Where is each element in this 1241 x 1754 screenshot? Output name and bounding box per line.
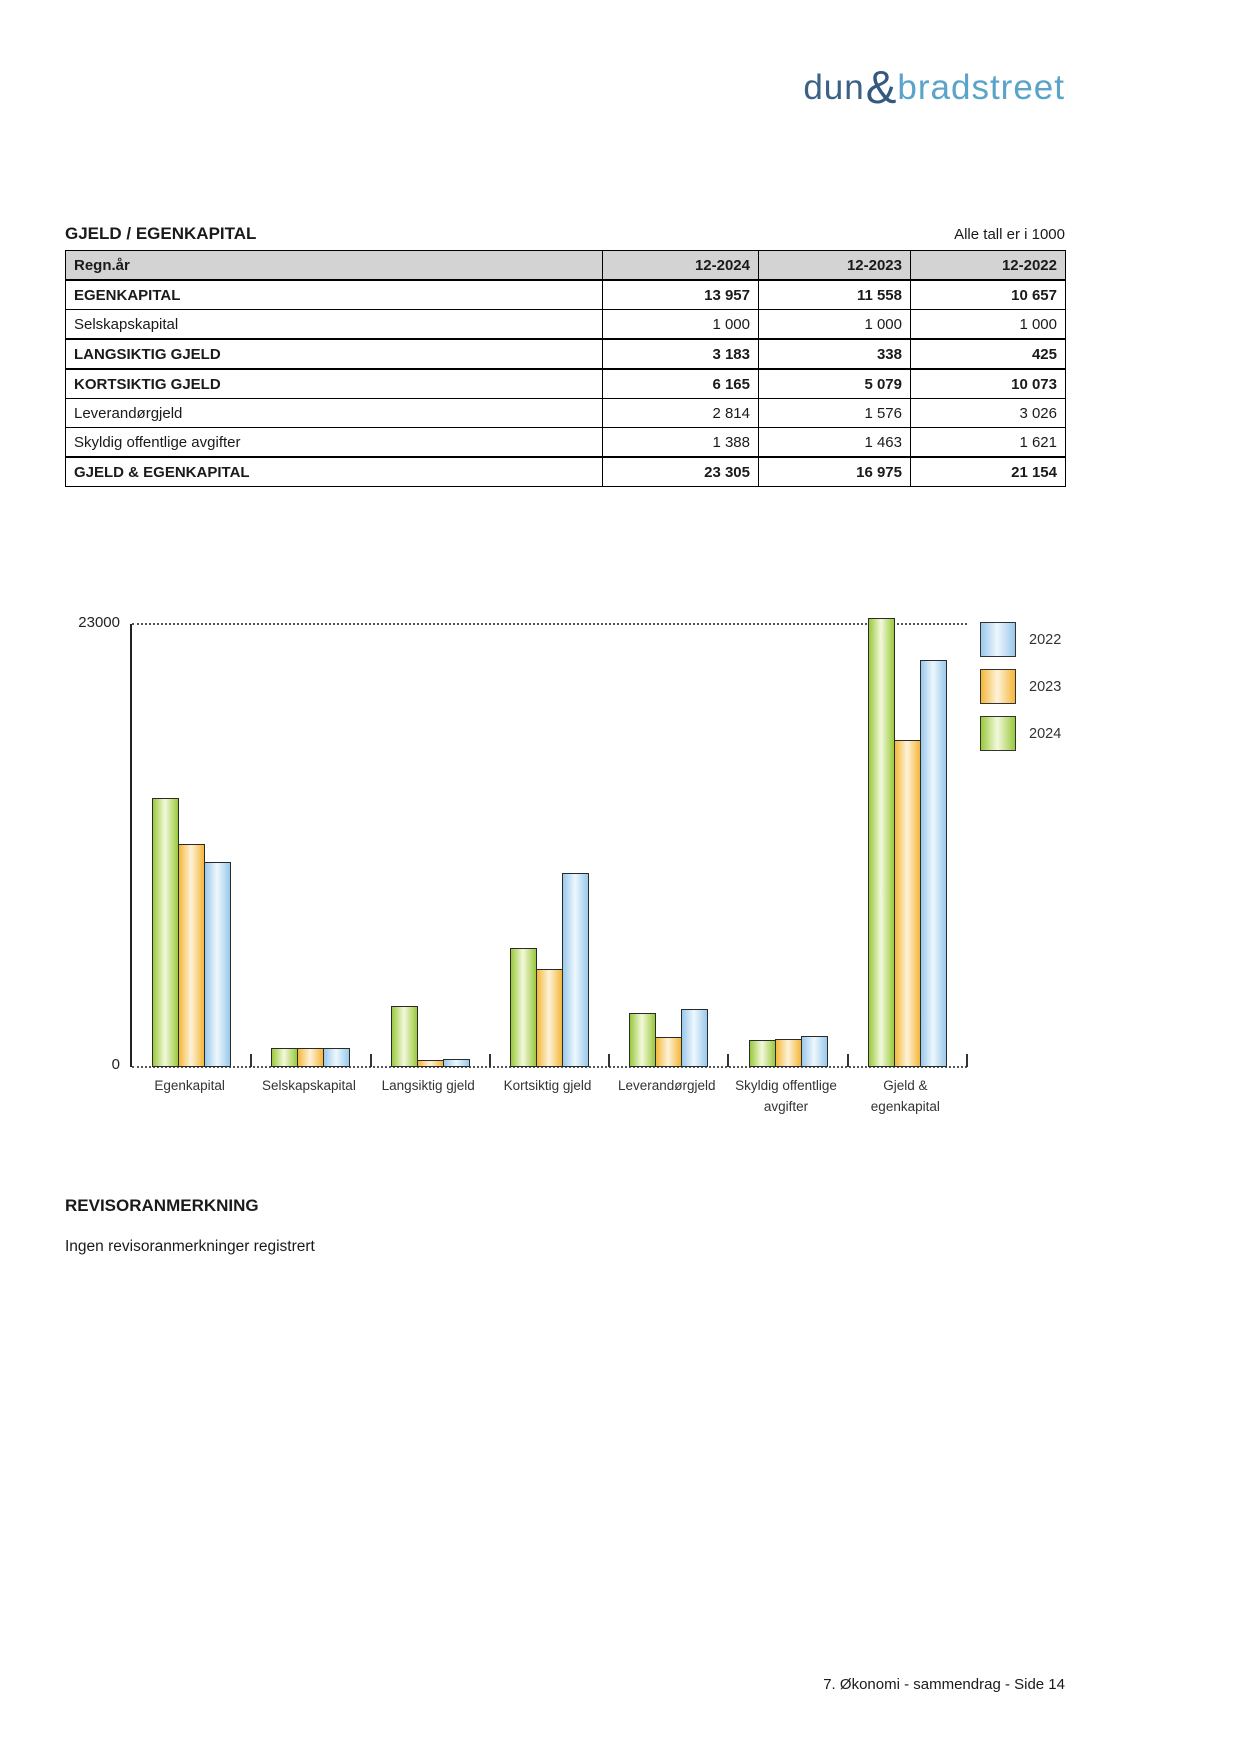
row-value: 1 621	[911, 428, 1066, 458]
bar-2023	[775, 1039, 802, 1067]
section-title: GJELD / EGENKAPITAL	[65, 224, 257, 243]
col-header-2023: 12-2023	[759, 251, 911, 281]
axis-tick	[727, 1054, 729, 1067]
bar-2022	[562, 873, 589, 1067]
revisor-heading: REVISORANMERKNING	[65, 1196, 259, 1215]
axis-tick	[250, 1054, 252, 1067]
chart-legend	[980, 622, 1061, 763]
row-label: EGENKAPITAL	[66, 280, 603, 310]
col-header-label: Regn.år	[66, 251, 603, 281]
row-value: 1 388	[603, 428, 759, 458]
chart-group	[371, 1006, 490, 1067]
row-value: 1 576	[759, 399, 911, 428]
row-value: 6 165	[603, 369, 759, 399]
row-label: Leverandørgjeld	[66, 399, 603, 428]
axis-tick	[608, 1054, 610, 1067]
table-row	[66, 369, 1066, 399]
chart-group	[490, 873, 609, 1067]
row-value: 3 026	[911, 399, 1066, 428]
row-value: 10 073	[911, 369, 1066, 399]
bar-2022	[443, 1059, 470, 1067]
balance-table	[65, 250, 1066, 487]
col-header-2024: 12-2024	[603, 251, 759, 281]
row-label: LANGSIKTIG GJELD	[66, 339, 603, 369]
row-value: 21 154	[911, 457, 1066, 487]
legend-item	[980, 716, 1061, 751]
bar-2024	[271, 1048, 298, 1067]
chart-groups	[132, 624, 967, 1067]
table-header-row	[66, 251, 1066, 281]
bar-2024	[510, 948, 537, 1067]
row-value: 23 305	[603, 457, 759, 487]
table-row	[66, 280, 1066, 310]
row-label: Skyldig offentlige avgifter	[66, 428, 603, 458]
row-value: 425	[911, 339, 1066, 369]
row-value: 1 463	[759, 428, 911, 458]
x-axis-label: Kortsiktig gjeld	[503, 1078, 592, 1093]
row-value: 3 183	[603, 339, 759, 369]
units-note: Alle tall er i 1000	[954, 226, 1065, 243]
row-value: 13 957	[603, 280, 759, 310]
axis-tick	[489, 1054, 491, 1067]
bar-2024	[152, 798, 179, 1067]
x-axis-label: Skyldig offentlige avgifter	[735, 1078, 837, 1114]
bar-2022	[323, 1048, 350, 1067]
row-value: 1 000	[603, 310, 759, 340]
row-label: Selskapskapital	[66, 310, 603, 340]
chart-x-labels	[130, 1076, 965, 1118]
table-row	[66, 428, 1066, 458]
bar-2023	[417, 1060, 444, 1067]
bar-2024	[749, 1040, 776, 1067]
bar-2022	[920, 660, 947, 1067]
col-header-2022: 12-2022	[911, 251, 1066, 281]
page-footer: 7. Økonomi - sammendrag - Side 14	[823, 1676, 1065, 1693]
row-value: 2 814	[603, 399, 759, 428]
legend-label: 2024	[1029, 725, 1062, 742]
legend-label: 2023	[1029, 678, 1062, 695]
row-value: 338	[759, 339, 911, 369]
table-row	[66, 399, 1066, 428]
row-value: 1 000	[911, 310, 1066, 340]
x-axis-label: Selskapskapital	[262, 1078, 356, 1093]
legend-swatch-2024	[980, 716, 1016, 751]
chart-group	[848, 618, 967, 1067]
x-axis-label: Leverandørgjeld	[617, 1078, 716, 1093]
row-value: 5 079	[759, 369, 911, 399]
axis-tick	[847, 1054, 849, 1067]
bar-2022	[204, 862, 231, 1067]
balance-table-body	[66, 251, 1066, 487]
bar-2022	[801, 1036, 828, 1067]
table-row	[66, 457, 1066, 487]
table-row	[66, 339, 1066, 369]
bar-2022	[681, 1009, 708, 1067]
chart-group	[251, 1048, 370, 1067]
bar-2024	[868, 618, 895, 1067]
logo-word-bradstreet: bradstreet	[897, 68, 1065, 107]
legend-swatch-2022	[980, 622, 1016, 657]
x-axis-label: Egenkapital	[154, 1078, 225, 1093]
bar-2024	[391, 1006, 418, 1067]
legend-swatch-2023	[980, 669, 1016, 704]
bar-2023	[894, 740, 921, 1067]
dun-bradstreet-logo: dun & bradstreet	[803, 61, 1065, 113]
row-value: 16 975	[759, 457, 911, 487]
axis-tick	[966, 1054, 968, 1067]
bar-2023	[655, 1037, 682, 1067]
axis-tick	[370, 1054, 372, 1067]
row-value: 1 000	[759, 310, 911, 340]
bar-2023	[297, 1048, 324, 1067]
section-header	[65, 224, 1065, 244]
row-label: KORTSIKTIG GJELD	[66, 369, 603, 399]
table-row	[66, 310, 1066, 340]
logo-word-dun: dun	[803, 68, 865, 107]
chart-group	[609, 1009, 728, 1067]
legend-label: 2022	[1029, 631, 1062, 648]
chart-group	[132, 798, 251, 1067]
row-value: 10 657	[911, 280, 1066, 310]
y-axis-tick-max: 23000	[78, 614, 120, 631]
legend-item	[980, 669, 1061, 704]
revisor-text: Ingen revisoranmerkninger registrert	[65, 1238, 315, 1255]
bar-2024	[629, 1013, 656, 1067]
x-axis-label: Langsiktig gjeld	[381, 1078, 475, 1093]
y-axis-tick-zero: 0	[111, 1056, 120, 1073]
bar-2023	[536, 969, 563, 1067]
row-value: 11 558	[759, 280, 911, 310]
bar-2023	[178, 844, 205, 1067]
bar-chart-plot	[130, 624, 967, 1067]
row-label: GJELD & EGENKAPITAL	[66, 457, 603, 487]
x-axis-label: Gjeld & egenkapital	[870, 1078, 940, 1114]
chart-group	[728, 1036, 847, 1067]
legend-item	[980, 622, 1061, 657]
